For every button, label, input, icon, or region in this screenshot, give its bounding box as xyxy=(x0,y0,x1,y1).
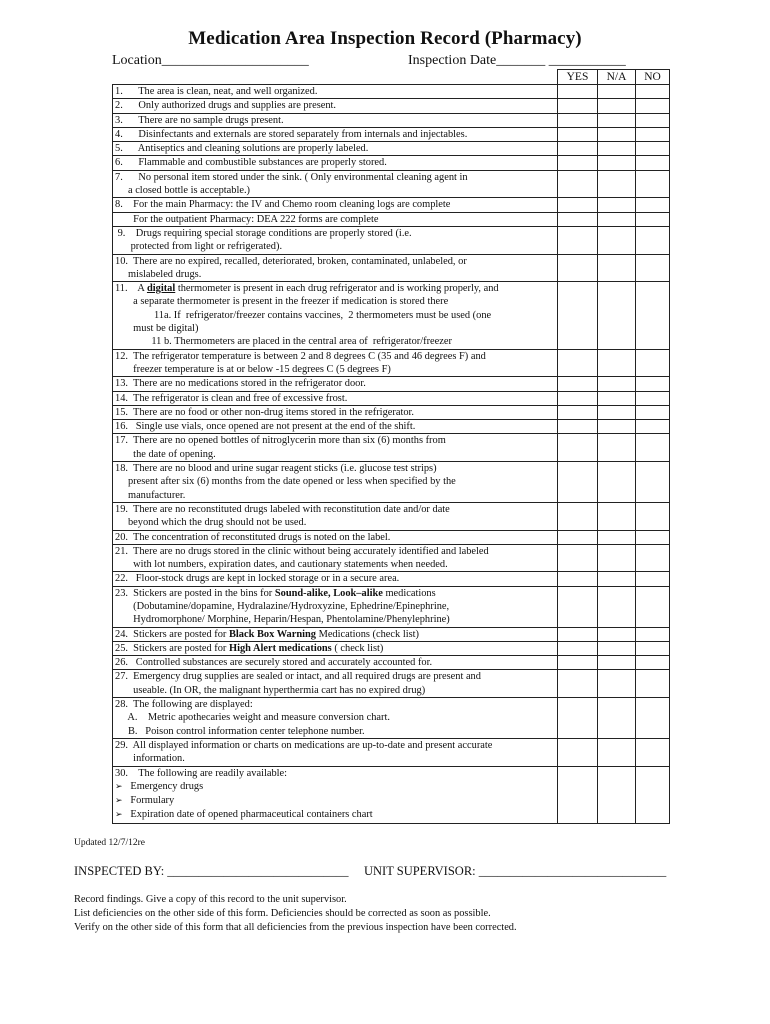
item-text-line: B. Poison control information center telephone number. xyxy=(115,725,365,737)
item-text-line: with lot numbers, expiration dates, and cautionary statements when needed. xyxy=(115,559,448,571)
yes-checkbox-cell[interactable] xyxy=(558,156,598,170)
item-text-line: A. Metric apothecaries weight and measure conversion chart. xyxy=(115,712,390,724)
inspection-row xyxy=(113,226,670,254)
inspected-by-field[interactable]: INSPECTED BY: _____________________________ xyxy=(74,864,349,878)
inspection-item xyxy=(113,698,558,739)
item-text-line: 10. There are no expired, recalled, deteriorated, broken, contaminated, unlabeled, or xyxy=(115,255,467,267)
item-text-line: 15. There are no food or other non-drug items stored in the refrigerator. xyxy=(115,406,415,418)
na-checkbox-cell[interactable] xyxy=(598,434,636,462)
na-checkbox-cell[interactable] xyxy=(598,127,636,141)
inspection-row xyxy=(113,572,670,586)
item-text-line: 19. There are no reconstituted drugs labeled with reconstitution date and/or date xyxy=(115,503,450,515)
bullet-item xyxy=(115,780,555,794)
item-text-line: 20. The concentration of reconstituted drugs is noted on the label. xyxy=(115,531,391,543)
item-text-line: 6. Flammable and combustible substances are properly stored. xyxy=(115,157,387,169)
inspection-row xyxy=(113,391,670,405)
no-checkbox-cell[interactable] xyxy=(636,502,670,530)
inspection-item xyxy=(113,434,558,462)
item-text-line: 29. All displayed information or charts on medications are up-to-date and present accurate xyxy=(115,739,493,751)
item-text-line: 11 b. Thermometers are placed in the central area of refrigerator/freezer xyxy=(115,336,452,348)
na-checkbox-cell[interactable] xyxy=(598,572,636,586)
yes-checkbox-cell[interactable] xyxy=(558,627,598,641)
no-checkbox-cell[interactable] xyxy=(636,698,670,739)
na-checkbox-cell[interactable] xyxy=(598,544,636,572)
item-text-line: 17. There are no opened bottles of nitroglycerin more than six (6) months from xyxy=(115,435,446,447)
yes-checkbox-cell[interactable] xyxy=(558,142,598,156)
item-text-line: 11. A digital thermometer is present in each drug refrigerator and is working properly, and xyxy=(115,283,499,295)
item-text-line: 16. Single use vials, once opened are not present at the end of the shift. xyxy=(115,421,416,433)
item-text-line: manufacturer. xyxy=(115,489,186,501)
item-text-line: a closed bottle is acceptable.) xyxy=(115,185,251,197)
item-text-line: 23. Stickers are posted in the bins for Sound-alike, Look–alike medications xyxy=(115,587,436,599)
bullet-text: Formulary xyxy=(130,795,175,807)
yes-checkbox-cell[interactable] xyxy=(558,226,598,254)
inspection-item xyxy=(113,349,558,377)
yes-checkbox-cell[interactable] xyxy=(558,85,598,99)
na-checkbox-cell[interactable] xyxy=(598,641,636,655)
na-checkbox-cell[interactable] xyxy=(598,198,636,212)
instruction-line: Verify on the other side of this form that all deficiencies from the previous inspection have been corrected. xyxy=(74,922,517,933)
inspection-rows xyxy=(113,85,670,824)
item-text-line: present after six (6) months from the date opened or less when specified by the xyxy=(115,476,456,488)
inspection-item xyxy=(113,502,558,530)
yes-checkbox-cell[interactable] xyxy=(558,170,598,198)
inspection-item xyxy=(113,627,558,641)
inspection-item xyxy=(113,405,558,419)
inspection-item xyxy=(113,377,558,391)
no-checkbox-cell[interactable] xyxy=(636,282,670,349)
na-checkbox-cell[interactable] xyxy=(598,670,636,698)
yes-checkbox-cell[interactable] xyxy=(558,544,598,572)
na-checkbox-cell[interactable] xyxy=(598,226,636,254)
na-checkbox-cell[interactable] xyxy=(598,502,636,530)
item-text-line: Hydromorphone/ Morphine, Heparin/Hespan, Phentolamine/Phenylephrine) xyxy=(115,614,450,626)
yes-checkbox-cell[interactable] xyxy=(558,502,598,530)
inspection-row xyxy=(113,198,670,212)
na-column-header: N/A xyxy=(598,70,636,85)
no-checkbox-cell[interactable] xyxy=(636,226,670,254)
bullet-item xyxy=(115,794,555,808)
yes-checkbox-cell[interactable] xyxy=(558,530,598,544)
no-checkbox-cell[interactable] xyxy=(636,349,670,377)
na-checkbox-cell[interactable] xyxy=(598,627,636,641)
bullet-item xyxy=(115,808,555,822)
item-text-line: 2. Only authorized drugs and supplies are present. xyxy=(115,100,337,112)
yes-checkbox-cell[interactable] xyxy=(558,766,598,823)
item-text-line: 5. Antiseptics and cleaning solutions are properly labeled. xyxy=(115,143,369,155)
na-checkbox-cell[interactable] xyxy=(598,349,636,377)
no-checkbox-cell[interactable] xyxy=(636,254,670,282)
inspection-row xyxy=(113,738,670,766)
item-text-line: 1. The area is clean, neat, and well organized. xyxy=(115,86,318,97)
inspection-row xyxy=(113,670,670,698)
inspection-item xyxy=(113,99,558,113)
item-text-line: 13. There are no medications stored in the refrigerator door. xyxy=(115,378,366,390)
inspection-row xyxy=(113,627,670,641)
inspection-item xyxy=(113,462,558,503)
na-checkbox-cell[interactable] xyxy=(598,462,636,503)
inspection-item xyxy=(113,282,558,349)
item-text-line: 18. There are no blood and urine sugar reagent sticks (i.e. glucose test strips) xyxy=(115,463,437,475)
inspection-row xyxy=(113,85,670,99)
inspection-item xyxy=(113,530,558,544)
item-text-line: protected from light or refrigerated). xyxy=(115,241,283,253)
no-checkbox-cell[interactable] xyxy=(636,85,670,99)
yes-checkbox-cell[interactable] xyxy=(558,349,598,377)
yes-checkbox-cell[interactable] xyxy=(558,377,598,391)
item-text-line: 4. Disinfectants and externals are stored separately from internals and injectables. xyxy=(115,128,468,140)
inspection-row xyxy=(113,377,670,391)
yes-checkbox-cell[interactable] xyxy=(558,282,598,349)
item-text-line: 27. Emergency drug supplies are sealed or intact, and all required drugs are present and xyxy=(115,671,481,683)
item-text-line: 24. Stickers are posted for Black Box Warning Medications (check list) xyxy=(115,628,419,640)
inspection-item xyxy=(113,156,558,170)
no-checkbox-cell[interactable] xyxy=(636,113,670,127)
arrow-bullet-icon: ➢ xyxy=(115,796,123,807)
no-checkbox-cell[interactable] xyxy=(636,142,670,156)
na-checkbox-cell[interactable] xyxy=(598,766,636,823)
item-header xyxy=(113,70,558,85)
yes-checkbox-cell[interactable] xyxy=(558,738,598,766)
inspection-row xyxy=(113,434,670,462)
na-checkbox-cell[interactable] xyxy=(598,142,636,156)
no-checkbox-cell[interactable] xyxy=(636,99,670,113)
no-checkbox-cell[interactable] xyxy=(636,170,670,198)
item-text-line: 14. The refrigerator is clean and free of excessive frost. xyxy=(115,392,348,404)
inspection-item xyxy=(113,254,558,282)
na-checkbox-cell[interactable] xyxy=(598,738,636,766)
inspection-item xyxy=(113,738,558,766)
yes-checkbox-cell[interactable] xyxy=(558,212,598,226)
inspection-row xyxy=(113,156,670,170)
item-text-line: 8. For the main Pharmacy: the IV and Chemo room cleaning logs are complete xyxy=(115,199,451,211)
item-text-line: a separate thermometer is present in the freezer if medication is stored there xyxy=(115,296,449,308)
no-checkbox-cell[interactable] xyxy=(636,627,670,641)
inspection-item xyxy=(113,391,558,405)
inspection-row xyxy=(113,99,670,113)
inspection-date-field[interactable]: Inspection Date_______ ___________ xyxy=(408,53,626,68)
yes-checkbox-cell[interactable] xyxy=(558,656,598,670)
inspection-row xyxy=(113,113,670,127)
item-text-line: 22. Floor-stock drugs are kept in locked storage or in a secure area. xyxy=(115,573,400,585)
yes-checkbox-cell[interactable] xyxy=(558,434,598,462)
updated-note: Updated 12/7/12re xyxy=(74,838,145,848)
na-checkbox-cell[interactable] xyxy=(598,85,636,99)
na-checkbox-cell[interactable] xyxy=(598,170,636,198)
inspection-table xyxy=(112,69,670,824)
inspection-row xyxy=(113,254,670,282)
inspection-item xyxy=(113,113,558,127)
item-text-line: 7. No personal item stored under the sink. ( Only environmental cleaning agent in xyxy=(115,171,468,183)
inspection-row xyxy=(113,142,670,156)
yes-checkbox-cell[interactable] xyxy=(558,391,598,405)
inspection-row xyxy=(113,462,670,503)
bullet-text: Emergency drugs xyxy=(130,780,204,792)
item-text-line: 12. The refrigerator temperature is between 2 and 8 degrees C (35 and 46 degrees F) and xyxy=(115,350,486,362)
yes-checkbox-cell[interactable] xyxy=(558,405,598,419)
no-checkbox-cell[interactable] xyxy=(636,434,670,462)
no-checkbox-cell[interactable] xyxy=(636,641,670,655)
item-text-line: mislabeled drugs. xyxy=(115,268,202,280)
yes-checkbox-cell[interactable] xyxy=(558,670,598,698)
inspection-row xyxy=(113,641,670,655)
no-checkbox-cell[interactable] xyxy=(636,198,670,212)
item-text-line: freezer temperature is at or below -15 degrees C (5 degrees F) xyxy=(115,363,391,375)
inspection-row xyxy=(113,349,670,377)
inspection-row xyxy=(113,586,670,627)
no-checkbox-cell[interactable] xyxy=(636,156,670,170)
yes-checkbox-cell[interactable] xyxy=(558,198,598,212)
inspection-row xyxy=(113,544,670,572)
no-checkbox-cell[interactable] xyxy=(636,127,670,141)
item-text-line: 9. Drugs requiring special storage conditions are properly stored (i.e. xyxy=(115,227,412,239)
na-checkbox-cell[interactable] xyxy=(598,99,636,113)
inspection-row xyxy=(113,420,670,434)
na-checkbox-cell[interactable] xyxy=(598,656,636,670)
no-checkbox-cell[interactable] xyxy=(636,420,670,434)
table-header-row xyxy=(113,70,670,85)
no-checkbox-cell[interactable] xyxy=(636,544,670,572)
inspection-item xyxy=(113,572,558,586)
arrow-bullet-icon: ➢ xyxy=(115,781,123,792)
inspection-item xyxy=(113,670,558,698)
yes-checkbox-cell[interactable] xyxy=(558,641,598,655)
item-text-line: the date of opening. xyxy=(115,448,216,460)
yes-checkbox-cell[interactable] xyxy=(558,99,598,113)
inspection-item xyxy=(113,766,558,823)
arrow-bullet-icon: ➢ xyxy=(115,810,123,821)
item-text-line: 3. There are no sample drugs present. xyxy=(115,114,284,126)
yes-checkbox-cell[interactable] xyxy=(558,254,598,282)
na-checkbox-cell[interactable] xyxy=(598,254,636,282)
inspection-row xyxy=(113,502,670,530)
na-checkbox-cell[interactable] xyxy=(598,420,636,434)
no-checkbox-cell[interactable] xyxy=(636,377,670,391)
na-checkbox-cell[interactable] xyxy=(598,212,636,226)
yes-checkbox-cell[interactable] xyxy=(558,572,598,586)
inspection-item xyxy=(113,586,558,627)
na-checkbox-cell[interactable] xyxy=(598,377,636,391)
item-text-line: useable. (In OR, the malignant hyperthermia cart has no expired drug) xyxy=(115,684,426,696)
inspection-item xyxy=(113,85,558,99)
instructions xyxy=(74,893,517,935)
yes-checkbox-cell[interactable] xyxy=(558,420,598,434)
item-text-line: 21. There are no drugs stored in the clinic without being accurately identified and labeled xyxy=(115,545,489,557)
yes-column-header: YES xyxy=(558,70,598,85)
inspection-item xyxy=(113,544,558,572)
item-text-line: 28. The following are displayed: xyxy=(115,699,253,711)
no-checkbox-cell[interactable] xyxy=(636,766,670,823)
unit-supervisor-field[interactable]: UNIT SUPERVISOR: ______________________________ xyxy=(364,864,667,878)
no-checkbox-cell[interactable] xyxy=(636,656,670,670)
na-checkbox-cell[interactable] xyxy=(598,156,636,170)
no-checkbox-cell[interactable] xyxy=(636,212,670,226)
item-text-line: 11a. If refrigerator/freezer contains vaccines, 2 thermometers must be used (one xyxy=(115,309,492,321)
inspection-item xyxy=(113,198,558,212)
na-checkbox-cell[interactable] xyxy=(598,282,636,349)
yes-checkbox-cell[interactable] xyxy=(558,698,598,739)
instruction-line: List deficiencies on the other side of this form. Deficiencies should be corrected as soon as possible. xyxy=(74,908,491,919)
inspection-row xyxy=(113,170,670,198)
no-checkbox-cell[interactable] xyxy=(636,738,670,766)
item-text-line: 30. The following are readily available: xyxy=(115,767,288,779)
inspection-row xyxy=(113,405,670,419)
no-checkbox-cell[interactable] xyxy=(636,462,670,503)
yes-checkbox-cell[interactable] xyxy=(558,113,598,127)
item-text-line: (Dobutamine/dopamine, Hydralazine/Hydroxyzine, Ephedrine/Epinephrine, xyxy=(115,600,450,612)
no-checkbox-cell[interactable] xyxy=(636,586,670,627)
item-text-line: 25. Stickers are posted for High Alert medications ( check list) xyxy=(115,642,384,654)
inspection-row xyxy=(113,212,670,226)
item-text-line: must be digital) xyxy=(115,323,199,335)
inspection-item xyxy=(113,420,558,434)
inspection-item xyxy=(113,641,558,655)
inspection-item xyxy=(113,226,558,254)
na-checkbox-cell[interactable] xyxy=(598,586,636,627)
na-checkbox-cell[interactable] xyxy=(598,113,636,127)
item-text-line: information. xyxy=(115,753,185,765)
page-title: Medication Area Inspection Record (Pharmacy) xyxy=(188,28,582,49)
inspection-row xyxy=(113,698,670,739)
inspection-item xyxy=(113,212,558,226)
item-text-line: beyond which the drug should not be used. xyxy=(115,517,307,529)
inspection-item xyxy=(113,142,558,156)
inspection-row xyxy=(113,530,670,544)
yes-checkbox-cell[interactable] xyxy=(558,127,598,141)
no-column-header: NO xyxy=(636,70,670,85)
na-checkbox-cell[interactable] xyxy=(598,391,636,405)
bullet-text: Expiration date of opened pharmaceutical containers chart xyxy=(130,809,373,821)
yes-checkbox-cell[interactable] xyxy=(558,462,598,503)
item-text-line: 26. Controlled substances are securely stored and accurately accounted for. xyxy=(115,657,433,669)
instruction-line: Record findings. Give a copy of this record to the unit supervisor. xyxy=(74,894,347,905)
item-text-line: For the outpatient Pharmacy: DEA 222 forms are complete xyxy=(115,213,379,225)
inspection-row xyxy=(113,766,670,823)
no-checkbox-cell[interactable] xyxy=(636,405,670,419)
inspection-item xyxy=(113,656,558,670)
inspection-item xyxy=(113,127,558,141)
inspection-row xyxy=(113,656,670,670)
yes-checkbox-cell[interactable] xyxy=(558,586,598,627)
inspection-item xyxy=(113,170,558,198)
no-checkbox-cell[interactable] xyxy=(636,572,670,586)
na-checkbox-cell[interactable] xyxy=(598,698,636,739)
no-checkbox-cell[interactable] xyxy=(636,670,670,698)
no-checkbox-cell[interactable] xyxy=(636,391,670,405)
inspection-row xyxy=(113,282,670,349)
na-checkbox-cell[interactable] xyxy=(598,405,636,419)
inspection-row xyxy=(113,127,670,141)
no-checkbox-cell[interactable] xyxy=(636,530,670,544)
location-field[interactable]: Location_____________________ xyxy=(112,53,309,68)
na-checkbox-cell[interactable] xyxy=(598,530,636,544)
